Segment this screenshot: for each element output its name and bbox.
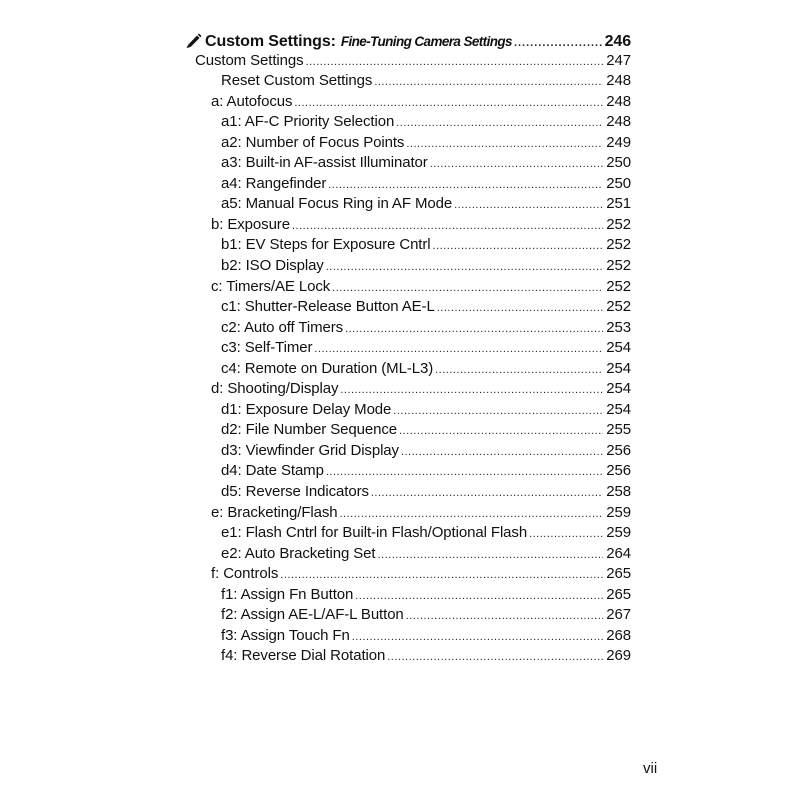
dot-leader — [514, 33, 603, 54]
toc-entry-title: a1: AF-C Priority Selection — [221, 113, 395, 131]
dot-leader — [280, 565, 603, 586]
table-of-contents — [185, 30, 631, 667]
toc-entry-title: b2: ISO Display — [221, 257, 324, 275]
toc-entry-page: 252 — [606, 298, 631, 316]
toc-entry[interactable] — [185, 71, 631, 92]
page-number: vii — [643, 760, 658, 777]
dot-leader — [437, 298, 603, 319]
toc-entry-page: 250 — [606, 174, 631, 192]
dot-leader — [430, 154, 603, 175]
toc-entry[interactable] — [185, 626, 631, 647]
dot-leader — [314, 339, 603, 360]
toc-entry[interactable] — [185, 482, 631, 503]
toc-entry-title: c2: Auto off Timers — [221, 318, 344, 336]
toc-entry[interactable] — [185, 297, 631, 318]
toc-entry-page: 252 — [606, 236, 631, 254]
toc-entry[interactable] — [185, 646, 631, 667]
toc-entry[interactable] — [185, 215, 631, 236]
toc-entry-page: 251 — [606, 195, 631, 213]
toc-entry-page: 252 — [606, 215, 631, 233]
toc-entry[interactable] — [185, 174, 631, 195]
dot-leader — [387, 647, 603, 668]
toc-entry[interactable] — [185, 235, 631, 256]
dot-leader — [326, 462, 603, 483]
dot-leader — [406, 606, 603, 627]
toc-entry-page: 265 — [606, 585, 631, 603]
toc-entry-title: f2: Assign AE-L/AF-L Button — [221, 606, 404, 624]
toc-entry-page: 248 — [606, 92, 631, 110]
dot-leader — [399, 421, 603, 442]
toc-entry-page: 258 — [606, 483, 631, 501]
toc-entry[interactable] — [185, 194, 631, 215]
toc-entry-page: 250 — [606, 154, 631, 172]
dot-leader — [332, 278, 603, 299]
toc-entry-page: 259 — [606, 503, 631, 521]
toc-entry[interactable] — [185, 133, 631, 154]
toc-entry-title: a3: Built-in AF-assist Illuminator — [221, 154, 428, 172]
dot-leader — [406, 134, 603, 155]
toc-entry-title: a: Autofocus — [211, 92, 293, 110]
toc-entry-title: b1: EV Steps for Exposure Cntrl — [221, 236, 431, 254]
toc-entry-title: e2: Auto Bracketing Set — [221, 544, 376, 562]
dot-leader — [454, 195, 603, 216]
dot-leader — [396, 113, 603, 134]
toc-entry[interactable] — [185, 277, 631, 298]
toc-entry-title: d4: Date Stamp — [221, 462, 324, 480]
toc-entry-title: a5: Manual Focus Ring in AF Mode — [221, 195, 453, 213]
toc-entry-title: c3: Self-Timer — [221, 339, 313, 357]
toc-entry-page: 249 — [606, 133, 631, 151]
toc-entry-page: 269 — [606, 647, 631, 665]
dot-leader — [377, 545, 603, 566]
toc-entry[interactable] — [185, 153, 631, 174]
toc-entry[interactable] — [185, 523, 631, 544]
toc-header-page: 246 — [604, 33, 631, 50]
toc-entry-title: d5: Reverse Indicators — [221, 483, 369, 501]
toc-section-header[interactable] — [185, 30, 631, 51]
toc-entry[interactable] — [185, 605, 631, 626]
toc-entry-title: f1: Assign Fn Button — [221, 585, 354, 603]
toc-entry[interactable] — [185, 51, 631, 72]
toc-entry-page: 252 — [606, 277, 631, 295]
pencil-icon — [185, 32, 202, 48]
dot-leader — [393, 401, 603, 422]
dot-leader — [529, 524, 603, 545]
toc-entry-page: 254 — [606, 400, 631, 418]
toc-entry-title: e1: Flash Cntrl for Built-in Flash/Optional Flash — [221, 524, 528, 542]
dot-leader — [294, 93, 603, 114]
toc-entry-page: 248 — [606, 113, 631, 131]
dot-leader — [326, 257, 603, 278]
dot-leader — [340, 380, 603, 401]
toc-entry[interactable] — [185, 359, 631, 380]
toc-entry-title: d2: File Number Sequence — [221, 421, 398, 439]
toc-entry-page: 267 — [606, 606, 631, 624]
toc-entry-title: f4: Reverse Dial Rotation — [221, 647, 386, 665]
dot-leader — [340, 504, 604, 525]
toc-entry-title: c4: Remote on Duration (ML-L3) — [221, 359, 434, 377]
toc-entry-page: 265 — [606, 565, 631, 583]
toc-entry[interactable] — [185, 92, 631, 113]
toc-entry-page: 259 — [606, 524, 631, 542]
toc-entry-title: a2: Number of Focus Points — [221, 133, 405, 151]
toc-header-title: Custom Settings: — [205, 33, 336, 50]
toc-entry-title: c1: Shutter-Release Button AE-L — [221, 298, 435, 316]
toc-entry[interactable] — [185, 420, 631, 441]
toc-entry-page: 248 — [606, 72, 631, 90]
toc-entry[interactable] — [185, 461, 631, 482]
toc-entry-title: a4: Rangefinder — [221, 174, 327, 192]
toc-entry-page: 254 — [606, 339, 631, 357]
toc-entry-title: d1: Exposure Delay Mode — [221, 400, 392, 418]
toc-entry-title: b: Exposure — [211, 215, 290, 233]
toc-entry-page: 247 — [606, 51, 631, 69]
toc-entry-title: d3: Viewfinder Grid Display — [221, 441, 399, 459]
toc-entry[interactable] — [185, 503, 631, 524]
toc-entry-title: Custom Settings — [195, 51, 304, 69]
dot-leader — [371, 483, 603, 504]
toc-entry-page: 268 — [606, 626, 631, 644]
toc-entry-title: Reset Custom Settings — [221, 72, 373, 90]
dot-leader — [292, 216, 603, 237]
toc-entry[interactable] — [185, 564, 631, 585]
toc-entry-page: 256 — [606, 462, 631, 480]
toc-entry[interactable] — [185, 585, 631, 606]
toc-entry-page: 254 — [606, 380, 631, 398]
toc-entry-page: 255 — [606, 421, 631, 439]
toc-entry-title: c: Timers/AE Lock — [211, 277, 331, 295]
dot-leader — [306, 52, 603, 73]
toc-entry[interactable] — [185, 338, 631, 359]
toc-entry-page: 252 — [606, 257, 631, 275]
toc-entry-title: f3: Assign Touch Fn — [221, 626, 350, 644]
dot-leader — [352, 627, 603, 648]
dot-leader — [435, 360, 603, 381]
toc-entry[interactable] — [185, 400, 631, 421]
toc-entry[interactable] — [185, 112, 631, 133]
dot-leader — [328, 175, 603, 196]
toc-entry[interactable] — [185, 441, 631, 462]
toc-entry[interactable] — [185, 256, 631, 277]
toc-entry[interactable] — [185, 318, 631, 339]
toc-entry[interactable] — [185, 379, 631, 400]
dot-leader — [374, 72, 603, 93]
toc-entry[interactable] — [185, 544, 631, 565]
dot-leader — [345, 319, 603, 340]
toc-entry-title: e: Bracketing/Flash — [211, 503, 338, 521]
toc-entry-page: 253 — [606, 318, 631, 336]
dot-leader — [355, 586, 603, 607]
dot-leader — [433, 236, 603, 257]
toc-entry-title: d: Shooting/Display — [211, 380, 339, 398]
toc-entry-title: f: Controls — [211, 565, 279, 583]
toc-entry-page: 264 — [606, 544, 631, 562]
toc-header-subtitle: Fine-Tuning Camera Settings — [340, 34, 512, 49]
dot-leader — [401, 442, 603, 463]
toc-entry-page: 256 — [606, 441, 631, 459]
toc-entry-page: 254 — [606, 359, 631, 377]
